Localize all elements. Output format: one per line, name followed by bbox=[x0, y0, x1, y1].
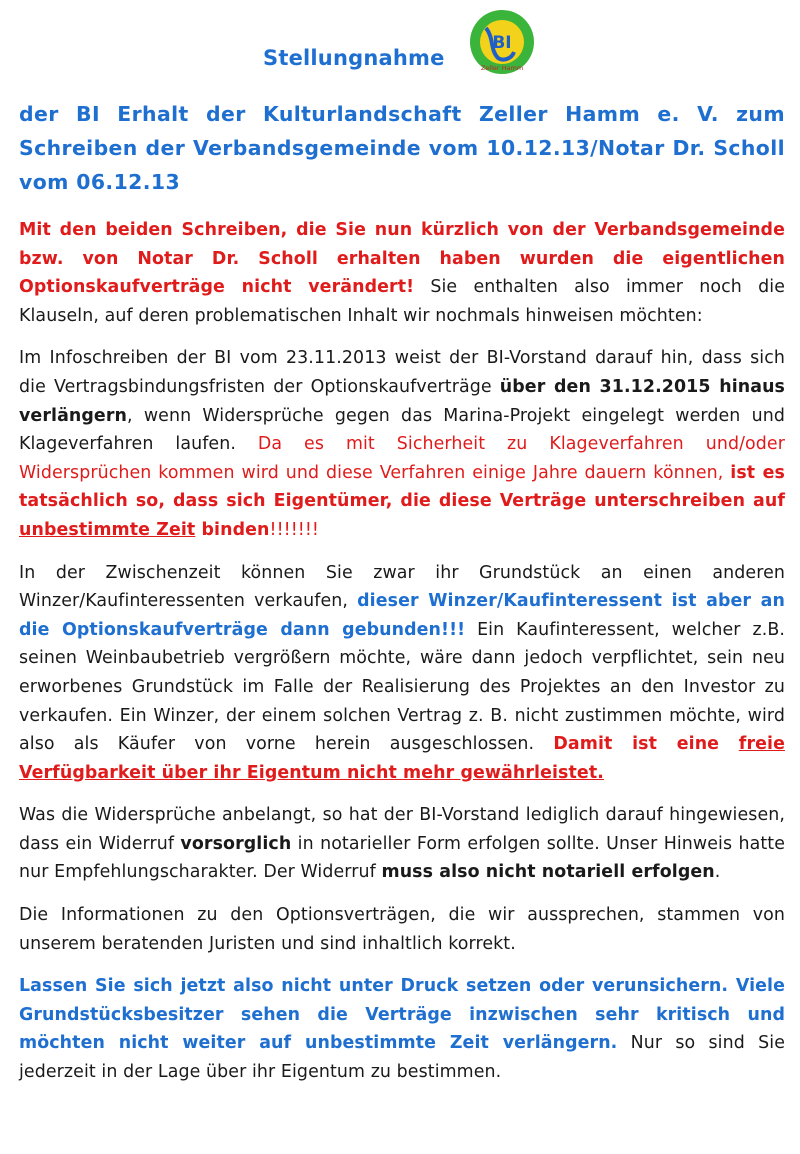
p3-text-b: Ein Kaufinteressent, welcher z.B. seinen Weinbaubetrieb vergrößern möchte, wäre dann jedoch verpflichtet, sein neu erworbenes Grundstück im Falle der Realisierung des Projektes an den Investor zu verkaufen. Ein Winzer, der einem solchen Vertrag z. B. nicht zustimmen möchte, wird also als Käufer von vorne herein ausgeschlossen. bbox=[19, 619, 785, 755]
p2-text-a: Im Infoschreiben der BI vom 23.11.2013 weist der BI-Vorstand darauf hin, dass sich die Vertragsbindungsfristen der Optionskaufverträge bbox=[19, 348, 785, 397]
document-body bbox=[19, 97, 785, 1087]
p2-text-b: , wenn Widersprüche gegen das Marina-Projekt eingelegt werden und Klageverfahren laufen. bbox=[19, 405, 785, 455]
logo-ring-text: Zeller Hamm bbox=[480, 64, 524, 72]
p4-text-c: . bbox=[714, 862, 721, 883]
document-title: Stellungnahme bbox=[263, 46, 445, 70]
p4-bold-b: muss also nicht notariell erfolgen bbox=[381, 862, 715, 883]
p1-highlight: Mit den beiden Schreiben, die Sie nun kürzlich von der Verbandsgemeinde bzw. von Notar Dr. Scholl erhalten haben wurden die eigentlichen Optionskaufverträge nicht verändert! bbox=[19, 220, 785, 298]
p4-text-b: in notarieller Form erfolgen sollte. Unser Hinweis hatte nur Empfehlungscharakter. Der Widerruf bbox=[19, 833, 785, 883]
paragraph-2 bbox=[19, 344, 785, 544]
p6-text: Nur so sind Sie jederzeit in der Lage über ihr Eigentum zu bestimmen. bbox=[19, 1033, 785, 1083]
p4-text-a: Was die Widersprüche anbelangt, so hat der BI-Vorstand lediglich darauf hingewiesen, dass ein Widerruf bbox=[19, 805, 785, 854]
document-subtitle: der BI Erhalt der Kulturlandschaft Zeller Hamm e. V. zum Schreiben der Verbandsgemeinde vom 10.12.13/Notar Dr. Scholl vom 06.12.13 bbox=[19, 102, 785, 194]
p3-red-bold: Damit ist eine bbox=[553, 734, 739, 755]
paragraph-5: Die Informationen zu den Optionsverträgen, die wir aussprechen, stammen von unserem beratenden Juristen und sind inhaltlich korrekt. bbox=[19, 905, 785, 954]
paragraph-1 bbox=[19, 216, 785, 330]
p1-text: Sie enthalten also immer noch die Klauseln, auf deren problematischen Inhalt wir nochmals hinweisen möchten: bbox=[19, 277, 785, 326]
p4-bold-a: vorsorglich bbox=[180, 833, 292, 854]
p2-exclamations: !!!!!!! bbox=[269, 519, 320, 540]
bi-logo bbox=[468, 8, 536, 76]
p2-red-text: Da es mit Sicherheit zu Klageverfahren und/oder Widersprüchen kommen wird und diese Verfahren einige Jahre dauern können, bbox=[19, 434, 785, 483]
paragraph-6 bbox=[19, 972, 785, 1086]
p2-red-bold: ist es tatsächlich so, dass sich Eigentümer, die diese Verträge unterschreiben auf bbox=[19, 462, 785, 512]
p2-bold-date: über den 31.12.2015 hinaus verlängern bbox=[19, 376, 785, 426]
p3-blue-bold: dieser Winzer/Kaufinteressent ist aber an die Optionskaufverträge dann gebunden!!! bbox=[19, 591, 785, 640]
p2-red-bold-end: binden bbox=[195, 519, 270, 540]
p3-text-a: In der Zwischenzeit können Sie zwar ihr Grundstück an einen anderen Winzer/Kaufinteressenten verkaufen, bbox=[19, 562, 785, 612]
logo-text: BI bbox=[492, 33, 512, 53]
paragraph-4 bbox=[19, 801, 785, 887]
p3-red-underline: freie Verfügbarkeit über ihr Eigentum nicht mehr gewährleistet. bbox=[19, 734, 785, 783]
p2-red-underline: unbestimmte Zeit bbox=[19, 519, 196, 540]
p6-blue-bold: Lassen Sie sich jetzt also nicht unter Druck setzen oder verunsichern. Viele Grundstücksbesitzer sehen die Verträge inzwischen sehr kritisch und möchten nicht weiter auf unbestimmte Zeit verlängern. bbox=[19, 976, 785, 1054]
paragraph-3 bbox=[19, 559, 785, 788]
